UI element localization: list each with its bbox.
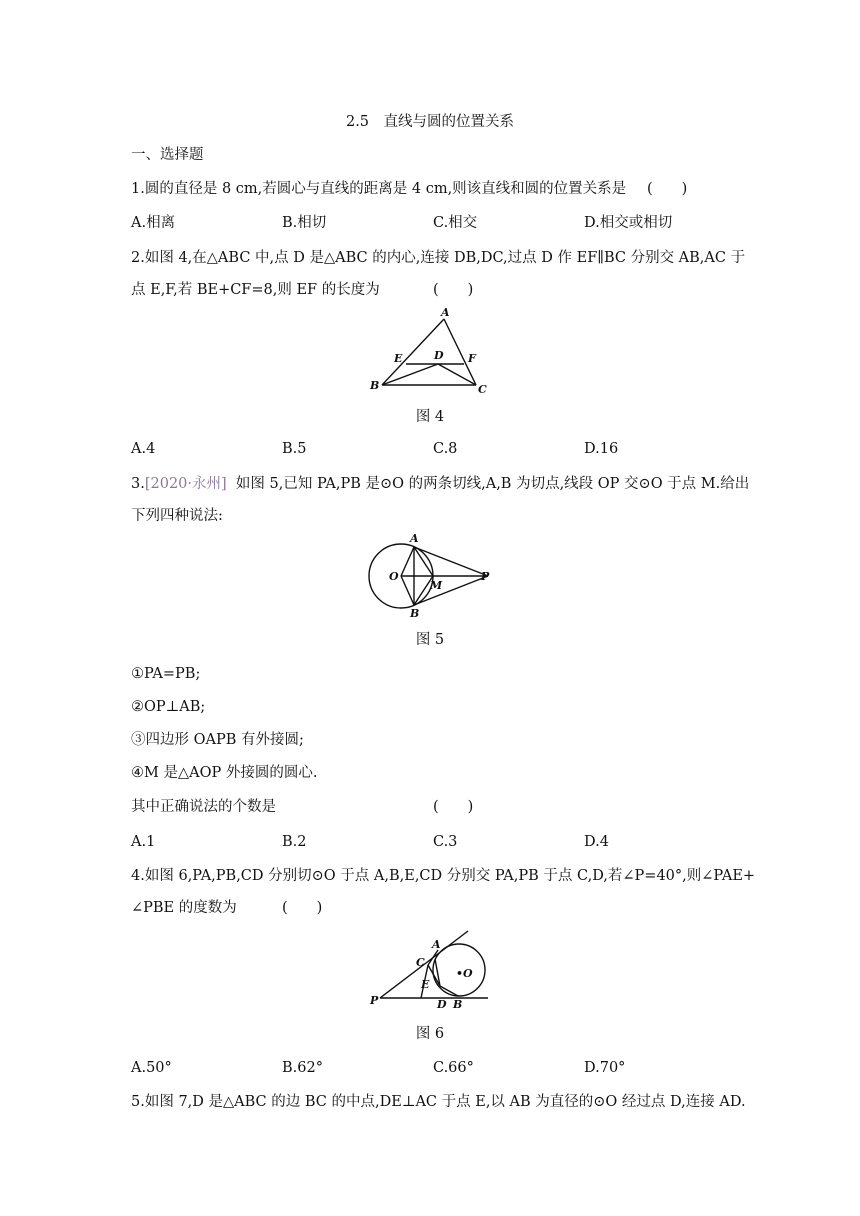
figure-5-circle-tangents — [360, 532, 500, 624]
q2-text-line2: 点 E,F,若 BE+CF=8,则 EF 的长度为 — [131, 282, 380, 298]
q3-source-tag: [2020·永州] — [144, 476, 227, 492]
q3-number: 3. — [131, 476, 145, 492]
q4-option-d: D.70° — [584, 1060, 626, 1076]
section-heading: 一、选择题 — [131, 147, 204, 163]
page-title: 2.5 直线与圆的位置关系 — [345, 114, 515, 130]
fig5-label-o: O — [389, 570, 399, 583]
fig4-label-c: C — [478, 383, 487, 396]
fig4-label-b: B — [370, 379, 380, 392]
q1-answer-bracket: ( ) — [647, 181, 688, 197]
q3-statement-1: ①PA=PB; — [131, 666, 201, 682]
figure-6-caption: 图 6 — [415, 1026, 445, 1042]
fig6-label-a: A — [432, 938, 441, 951]
q1-text: 1.圆的直径是 8 cm,若圆心与直线的距离是 4 cm,则该直线和圆的位置关系是 — [131, 181, 627, 197]
q3-option-d: D.4 — [584, 834, 609, 850]
q1-option-d: D.相交或相切 — [584, 215, 673, 231]
fig4-label-e: E — [394, 352, 403, 365]
fig4-label-f: F — [468, 352, 476, 365]
q3-option-a: A.1 — [131, 834, 156, 850]
q2-option-b: B.5 — [282, 441, 307, 457]
figure-5-caption: 图 5 — [415, 632, 445, 648]
q4-text-line1: 4.如图 6,PA,PB,CD 分别切⊙O 于点 A,B,E,CD 分别交 PA,PB 于点 C,D,若∠P=40°,则∠PAE+ — [131, 868, 756, 884]
q3-stem: 如图 5,已知 PA,PB 是⊙O 的两条切线,A,B 为切点,线段 OP 交⊙O 于点 M.给出 — [235, 476, 750, 492]
fig4-label-a: A — [441, 306, 450, 319]
fig5-label-m: M — [430, 579, 443, 592]
q2-answer-bracket: ( ) — [433, 282, 474, 298]
fig5-label-a: A — [410, 532, 419, 545]
q4-option-c: C.66° — [433, 1060, 474, 1076]
q3-text-line2: 下列四种说法: — [131, 508, 223, 524]
q2-option-d: D.16 — [584, 441, 619, 457]
fig6-label-p: P — [370, 994, 379, 1007]
q3-statement-4: ④M 是△AOP 外接圆的圆心. — [131, 765, 318, 781]
q3-ask: 其中正确说法的个数是 — [131, 799, 276, 815]
q3-text-line1 — [131, 474, 749, 494]
q1-option-b: B.相切 — [282, 215, 327, 231]
q2-text-line1: 2.如图 4,在△ABC 中,点 D 是△ABC 的内心,连接 DB,DC,过点 D 作 EF∥BC 分别交 AB,AC 于 — [131, 250, 746, 266]
q3-option-b: B.2 — [282, 834, 307, 850]
q3-option-c: C.3 — [433, 834, 458, 850]
figure-4-triangle — [360, 305, 500, 397]
figure-6-tangent-angle — [360, 926, 500, 1008]
fig6-label-d: D — [437, 998, 447, 1008]
fig6-label-o: •O — [456, 967, 473, 980]
q3-answer-bracket: ( ) — [433, 799, 474, 815]
figure-4-caption: 图 4 — [415, 409, 445, 425]
q2-option-c: C.8 — [433, 441, 458, 457]
q3-statement-3: ③四边形 OAPB 有外接圆; — [131, 732, 304, 748]
q4-text-line2: ∠PBE 的度数为 — [131, 900, 237, 916]
fig5-label-b: B — [410, 607, 420, 620]
q2-option-a: A.4 — [131, 441, 156, 457]
q1-option-c: C.相交 — [433, 215, 478, 231]
fig6-label-b: B — [453, 998, 463, 1008]
fig4-label-d: D — [434, 349, 444, 362]
q5-text-line1: 5.如图 7,D 是△ABC 的边 BC 的中点,DE⊥AC 于点 E,以 AB 为直径的⊙O 经过点 D,连接 AD. — [131, 1094, 746, 1110]
fig6-label-c: C — [416, 956, 425, 969]
q3-statement-2: ②OP⊥AB; — [131, 699, 206, 715]
q4-option-b: B.62° — [282, 1060, 323, 1076]
q4-option-a: A.50° — [131, 1060, 172, 1076]
fig6-label-e: E — [421, 978, 430, 991]
q1-option-a: A.相离 — [131, 215, 176, 231]
fig5-label-p: P — [481, 570, 490, 583]
q4-answer-bracket: ( ) — [282, 900, 323, 916]
